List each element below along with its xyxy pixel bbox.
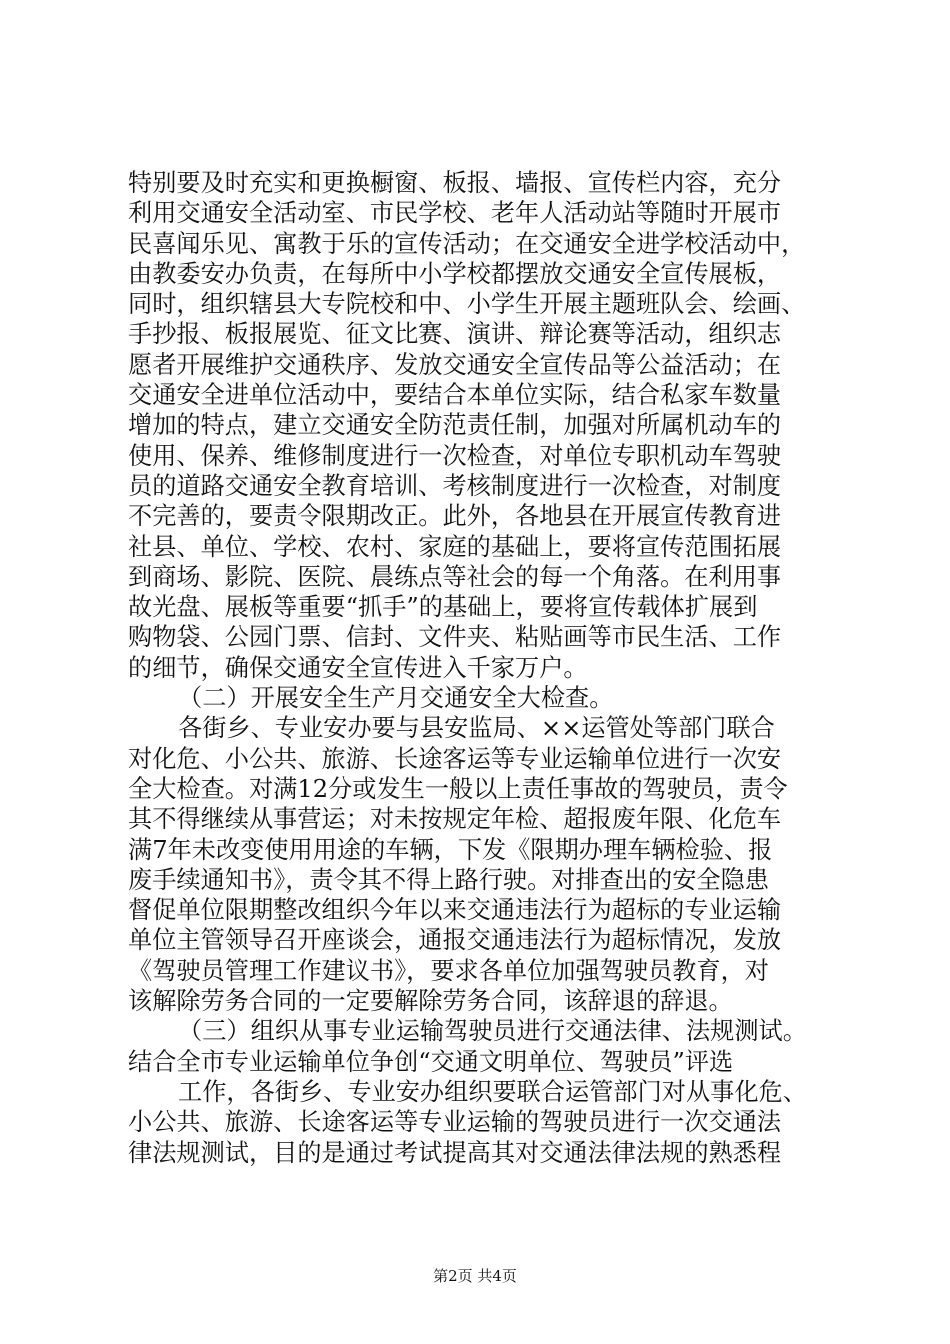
text-line: 律法规测试，目的是通过考试提高其对交通法律法规的熟悉程 [128, 1138, 782, 1167]
text-line: 工作，各街乡、专业安办组织要联合运管部门对从事化危、 [178, 1077, 807, 1106]
text-line: 利用交通安全活动室、市民学校、老年人活动站等随时开展市 [128, 199, 782, 228]
section-heading: （三）组织从事专业运输驾驶员进行交通法律、法规测试。 [178, 1017, 807, 1046]
text-line: 废手续通知书》，责令其不得上路行驶。对排查出的安全隐患 [128, 865, 769, 894]
text-line: 督促单位限期整改组织今年以来交通违法行为超标的专业运输 [128, 896, 782, 925]
text-line: 该解除劳务合同的一定要解除劳务合同，该辞退的辞退。 [128, 987, 733, 1016]
page-number: 第2页 共4页 [433, 1267, 517, 1285]
text-line: 满7年未改变使用用途的车辆，下发《限期办理车辆检验、报 [128, 835, 773, 864]
body-text [128, 168, 848, 1168]
text-line: 不完善的，要责令限期改正。此外，各地县在开展宣传教育进 [128, 502, 782, 531]
text-line: 交通安全进单位活动中，要结合本单位实际，结合私家车数量 [128, 381, 782, 410]
text-line: 由教委安办负责，在每所中小学校都摆放交通安全宣传展板， [128, 259, 782, 288]
text-line: 全大检查。对满12分或发生一般以上责任事故的驾驶员，责令 [128, 774, 788, 803]
section-heading: （二）开展安全生产月交通安全大检查。 [178, 684, 614, 713]
text-line: 结合全市专业运输单位争创“交通文明单位、驾驶员”评选 [128, 1047, 734, 1076]
text-line: 故光盘、展板等重要“抓手”的基础上，要将宣传载体扩展到 [128, 593, 758, 622]
text-line: 到商场、影院、医院、晨练点等社会的每一个角落。在利用事 [128, 562, 782, 591]
text-line: 愿者开展维护交通秩序、发放交通安全宣传品等公益活动；在 [128, 350, 782, 379]
text-line: 对化危、小公共、旅游、长途客运等专业运输单位进行一次安 [128, 744, 782, 773]
text-line: 同时，组织辖县大专院校和中、小学生开展主题班队会、绘画、 [128, 290, 806, 319]
text-line: 其不得继续从事营运；对未按规定年检、超报废年限、化危车 [128, 805, 782, 834]
text-line: 使用、保养、维修制度进行一次检查，对单位专职机动车驾驶 [128, 441, 782, 470]
text-line: 小公共、旅游、长途客运等专业运输的驾驶员进行一次交通法 [128, 1108, 782, 1137]
text-line: 员的道路交通安全教育培训、考核制度进行一次检查，对制度 [128, 471, 782, 500]
text-line: 特别要及时充实和更换橱窗、板报、墙报、宣传栏内容，充分 [128, 169, 782, 197]
text-line: 增加的特点，建立交通安全防范责任制，加强对所属机动车的 [128, 411, 782, 440]
text-line: 单位主管领导召开座谈会，通报交通违法行为超标情况，发放 [128, 926, 782, 955]
text-line: 购物袋、公园门票、信封、文件夹、粘贴画等市民生活、工作 [128, 623, 782, 652]
text-line: 民喜闻乐见、寓教于乐的宣传活动；在交通安全进学校活动中， [128, 229, 806, 258]
text-line: 的细节，确保交通安全宣传进入千家万户。 [128, 653, 588, 682]
text-line: 各街乡、专业安办要与县安监局、××运管处等部门联合 [178, 714, 775, 743]
text-line: 《驾驶员管理工作建议书》，要求各单位加强驾驶员教育，对 [128, 956, 769, 985]
text-line: 手抄报、板报展览、征文比赛、演讲、辩论赛等活动，组织志 [128, 320, 782, 349]
text-line: 社县、单位、学校、农村、家庭的基础上，要将宣传范围拓展 [128, 532, 782, 561]
